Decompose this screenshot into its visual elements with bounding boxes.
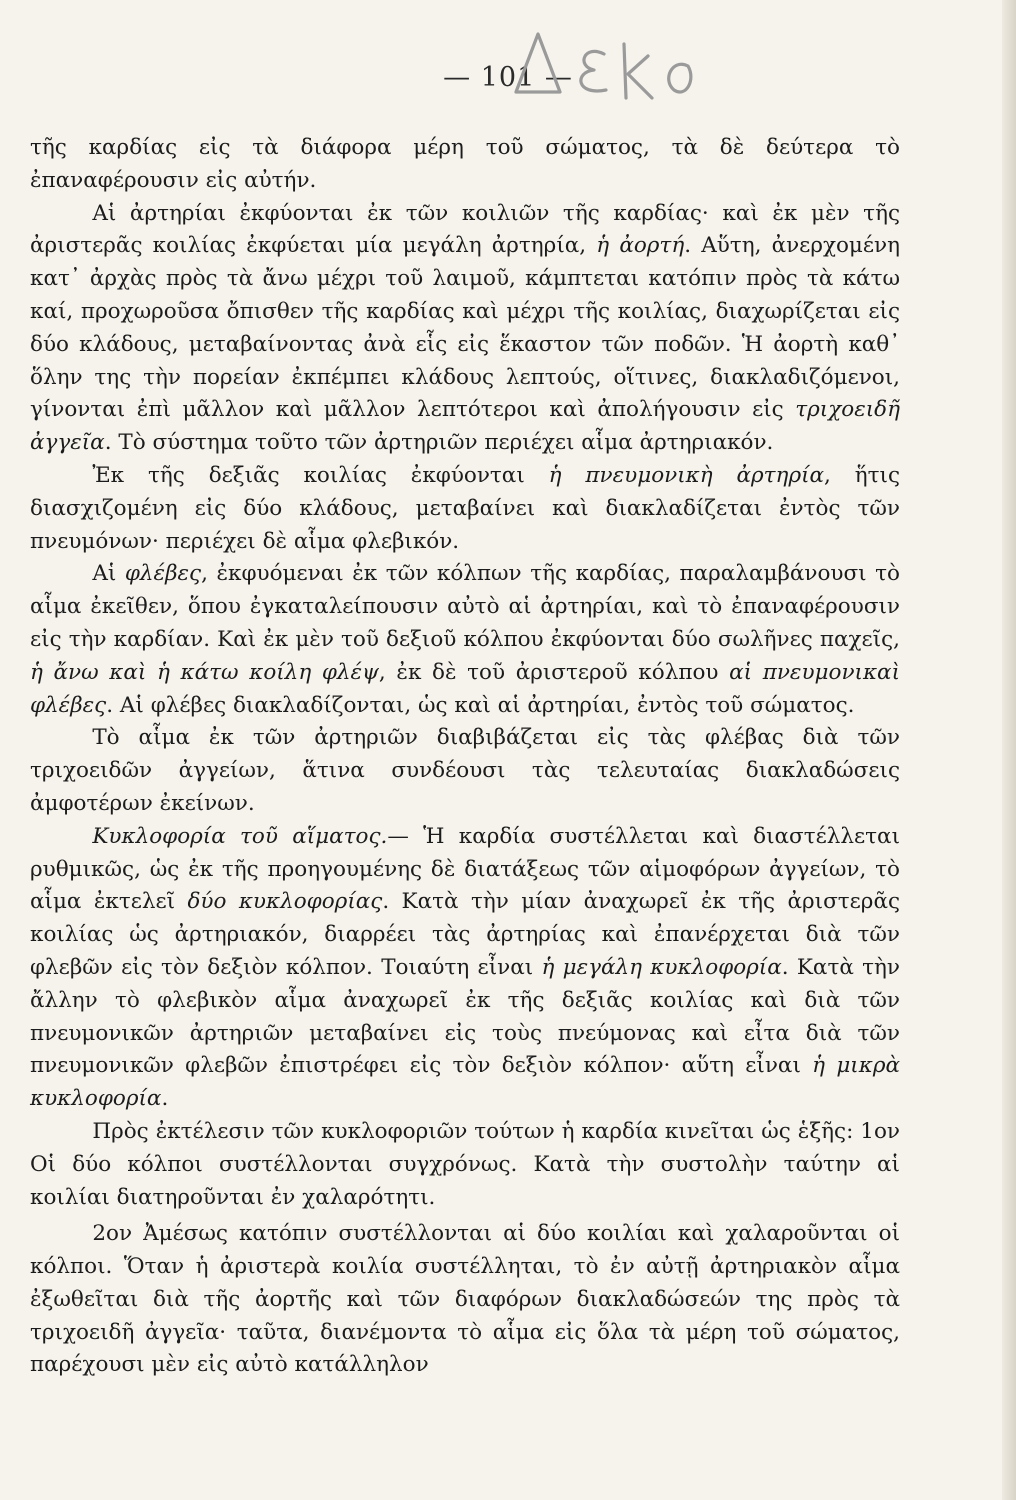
paragraph: Κυκλοφορία τοῦ αἵματος.— Ἡ καρδία συστέλλεται καὶ διαστέλλεται ρυθμικῶς, ὡς ἐκ τῆς προηγουμένης δὲ διατάξεως τῶν αἱμοφόρων ἀγγείων, τὸ αἷμα ἐκτελεῖ δύο κυκλοφορίας. Κατὰ τὴν μίαν ἀναχωρεῖ ἐκ τῆς ἀριστερᾶς κοιλίας ὡς ἀρτηριακόν, διαρρέει τὰς ἀρτηρίας καὶ ἐπανέρχεται διὰ τῶν φλεβῶν εἰς τὸν δεξιὸν κόλπον. Τοιαύτη εἶναι ἡ μεγάλη κυκλοφορία. Κατὰ τὴν ἄλλην τὸ φλεβικὸν αἷμα ἀναχωρεῖ ἐκ τῆς δεξιᾶς κοιλίας καὶ διὰ τῶν πνευμονικῶν ἀρτηριῶν μεταβαίνει εἰς τοὺς πνεύμονας καὶ εἶτα διὰ τῶν πνευμονικῶν φλεβῶν ἐπιστρέφει εἰς τὸν δεξιὸν κόλπον· αὕτη εἶναι ἡ μικρὰ κυκλοφορία. bbox=[30, 823, 901, 1112]
paragraph: Ἐκ τῆς δεξιᾶς κοιλίας ἐκφύονται ἡ πνευμονικὴ ἀρτηρία, ἥτις διασχιζομένη εἰς δύο κλάδους, μεταβαίνει καὶ διακλαδίζεται ἐντὸς τῶν πνευμόνων· περιέχει δὲ αἷμα φλεβικόν. bbox=[30, 462, 900, 554]
paragraph: Αἱ ἀρτηρίαι ἐκφύονται ἐκ τῶν κοιλιῶν τῆς καρδίας· καὶ ἐκ μὲν τῆς ἀριστερᾶς κοιλίας ἐκφύεται μία μεγάλη ἀρτηρία, ἡ ἀορτή. Αὕτη, ἀνερχομένη κατ᾽ ἀρχὰς πρὸς τὰ ἄνω μέχρι τοῦ λαιμοῦ, κάμπτεται κατόπιν πρὸς τὰ κάτω καί, προχωροῦσα ὄπισθεν τῆς καρδίας καὶ μέχρι τῆς κοιλίας, διαχωρίζεται εἰς δύο κλάδους, μεταβαίνοντας ἀνὰ εἷς εἰς ἕκαστον τῶν ποδῶν. Ἡ ἀορτὴ καθ᾽ ὅλην της τὴν πορείαν ἐκπέμπει κλάδους λεπτούς, οἵτινες, διακλαδιζόμενοι, γίνονται ἐπὶ μᾶλλον καὶ μᾶλλον λεπτότεροι καὶ ἀπολήγουσιν εἰς τριχοειδῆ ἀγγεῖα. Τὸ σύστημα τοῦτο τῶν ἀρτηριῶν περιέχει αἷμα ἀρτηριακόν. bbox=[30, 200, 900, 456]
body-text bbox=[30, 132, 900, 1382]
page-number: — 101 — bbox=[443, 62, 573, 93]
handwritten-annotation bbox=[476, 14, 706, 124]
paragraph: Αἱ φλέβες, ἐκφυόμεναι ἐκ τῶν κόλπων τῆς καρδίας, παραλαμβάνουσι τὸ αἷμα ἐκεῖθεν, ὅπου ἐγκαταλείπουσιν αὐτὸ αἱ ἀρτηρίαι, καὶ τὸ ἐπαναφέρουσιν εἰς τὴν καρδίαν. Καὶ ἐκ μὲν τοῦ δεξιοῦ κόλπου ἐκφύονται δύο σωλῆνες παχεῖς, ἡ ἄνω καὶ ἡ κάτω κοίλη φλέψ, ἐκ δὲ τοῦ ἀριστεροῦ κόλπου αἱ πνευμονικαὶ φλέβες. Αἱ φλέβες διακλαδίζονται, ὡς καὶ αἱ ἀρτηρίαι, ἐντὸς τοῦ σώματος. bbox=[30, 561, 900, 718]
page-edge-shadow bbox=[1002, 0, 1016, 1500]
paragraph: Πρὸς ἐκτέλεσιν τῶν κυκλοφοριῶν τούτων ἡ καρδία κινεῖται ὡς ἑξῆς: 1ον Οἱ δύο κόλποι συστέλλονται συγχρόνως. Κατὰ τὴν συστολὴν ταύτην αἱ κοιλίαι διατηροῦνται ἐν χαλαρότητι. bbox=[30, 1118, 900, 1210]
paragraph: 2ον Ἀμέσως κατόπιν συστέλλονται αἱ δύο κοιλίαι καὶ χαλαροῦνται οἱ κόλποι. Ὅταν ἡ ἀριστερὰ κοιλία συστέλληται, τὸ ἐν αὐτῇ ἀρτηριακὸν αἷμα ἐξωθεῖται διὰ τῆς ἀορτῆς καὶ τῶν διαφόρων διακλαδώσεών της πρὸς τὰ τριχοειδῆ ἀγγεῖα· ταῦτα, διανέμοντα τὸ αἷμα εἰς ὅλα τὰ μέρη τοῦ σώματος, παρέχουσι μὲν εἰς αὐτὸ κατάλληλον bbox=[30, 1221, 900, 1378]
paragraph: Τὸ αἷμα ἐκ τῶν ἀρτηριῶν διαβιβάζεται εἰς τὰς φλέβας διὰ τῶν τριχοειδῶν ἀγγείων, ἅτινα συνδέουσι τὰς τελευταίας διακλαδώσεις ἀμφοτέρων ἐκείνων. bbox=[30, 725, 900, 816]
paragraph: τῆς καρδίας εἰς τὰ διάφορα μέρη τοῦ σώματος, τὰ δὲ δεύτερα τὸ ἐπαναφέρουσιν εἰς αὐτήν. bbox=[30, 135, 900, 193]
